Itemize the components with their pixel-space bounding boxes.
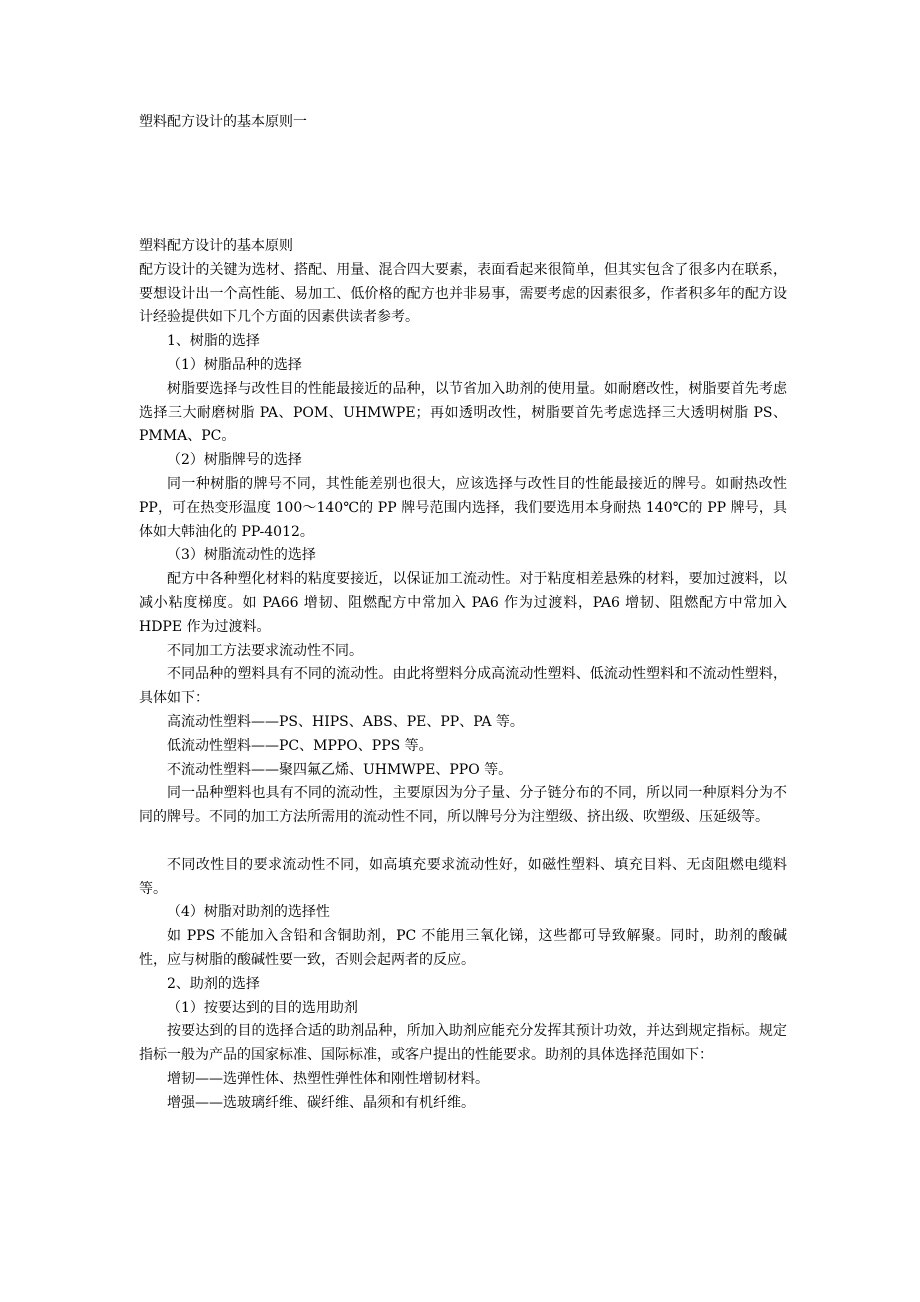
section-1-title: 1、树脂的选择 [167,333,260,350]
subsection-2-1-title: （1）按要达到的目的选用助剂 [167,999,358,1016]
intro-paragraph: 配方设计的关键为选材、搭配、用量、混合四大要素，表面看起来很简单，但其实包含了很多内在联系，要想设计出一个高性能、易加工、低价格的配方也并非易事，需要考虑的因素很多，作者积多年的配方设计经验提供如下几个方面的因素供读者参考。 [139,261,787,326]
paragraph: 不同改性目的要求流动性不同，如高填充要求流动性好，如磁性塑料、填充目料、无卤阻燃电缆料等。 [139,856,787,897]
subsection-1-2-title: （2）树脂牌号的选择 [167,452,302,469]
subsection-1-1-title: （1）树脂品种的选择 [167,356,302,373]
blank-line [139,830,787,854]
list-item: 高流动性塑料——PS、HIPS、ABS、PE、PP、PA 等。 [167,713,524,730]
paragraph: 不同品种的塑料具有不同的流动性。由此将塑料分成高流动性塑料、低流动性塑料和不流动性塑料，具体如下： [139,666,787,707]
document-title: 塑料配方设计的基本原则一 [139,114,307,130]
list-item: 低流动性塑料——PC、MPPO、PPS 等。 [167,737,433,754]
paragraph: 同一品种塑料也具有不同的流动性，主要原因为分子量、分子链分布的不同，所以同一种原料分为不同的牌号。不同的加工方法所需用的流动性不同，所以牌号分为注塑级、挤出级、吹塑级、压延级等。 [139,785,787,826]
document-body [139,235,787,1115]
paragraph: 不同加工方法要求流动性不同。 [167,642,363,659]
paragraph: 配方中各种塑化材料的粘度要接近，以保证加工流动性。对于粘度相差悬殊的材料，要加过渡料，以减小粘度梯度。如 PA66 增韧、阻燃配方中常加入 PA6 作为过渡料，PA6 增韧、阻燃配方中常加入 HDPE 作为过渡料。 [139,571,787,635]
subsection-1-3-title: （3）树脂流动性的选择 [167,547,316,564]
subsection-1-4-title: （4）树脂对助剂的选择性 [167,904,330,921]
paragraph: 如 PPS 不能加入含铅和含铜助剂，PC 不能用三氧化锑，这些都可导致解聚。同时，助剂的酸碱性，应与树脂的酸碱性要一致，否则会起两者的反应。 [139,928,787,968]
paragraph: 同一种树脂的牌号不同，其性能差别也很大，应该选择与改性目的性能最接近的牌号。如耐热改性 PP，可在热变形温度 100～140℃的 PP 牌号范围内选择，我们要选用本身耐热 140℃的 PP 牌号，具体如大韩油化的 PP-4012。 [139,475,787,540]
section-heading: 塑料配方设计的基本原则 [139,238,293,254]
list-item: 增强——选玻璃纤维、碳纤维、晶须和有机纤维。 [167,1094,475,1111]
paragraph: 按要达到的目的选择合适的助剂品种，所加入助剂应能充分发挥其预计功效，并达到规定指标。规定指标一般为产品的国家标准、国际标准，或客户提出的性能要求。助剂的具体选择范围如下： [139,1023,787,1064]
section-2-title: 2、助剂的选择 [167,975,260,992]
list-item: 不流动性塑料——聚四氟乙烯、UHMWPE、PPO 等。 [167,761,513,778]
list-item: 增韧——选弹性体、热塑性弹性体和刚性增韧材料。 [167,1070,489,1087]
paragraph: 树脂要选择与改性目的性能最接近的品种，以节省加入助剂的使用量。如耐磨改性，树脂要首先考虑选择三大耐磨树脂 PA、POM、UHMWPE；再如透明改性，树脂要首先考虑选择三大透明树脂 PS、PMMA、PC。 [139,380,787,445]
